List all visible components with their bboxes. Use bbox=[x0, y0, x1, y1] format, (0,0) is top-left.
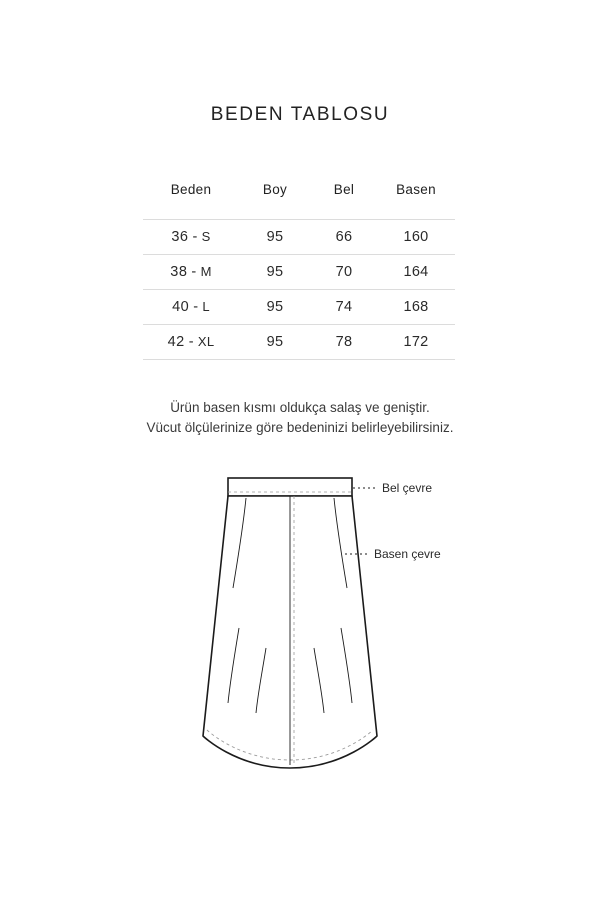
column-header-basen: Basen bbox=[396, 182, 436, 197]
notes-block bbox=[0, 398, 600, 438]
cell-boy: 95 bbox=[239, 290, 311, 325]
size-alpha: XL bbox=[197, 334, 215, 349]
size-table bbox=[143, 176, 455, 360]
cell-size bbox=[143, 290, 239, 325]
skirt-diagram bbox=[0, 468, 600, 798]
cell-bel: 66 bbox=[311, 220, 377, 255]
size-dash: - bbox=[193, 299, 199, 315]
size-alpha: S bbox=[201, 229, 211, 244]
table-header-row bbox=[143, 176, 455, 220]
cell-bel: 74 bbox=[311, 290, 377, 325]
size-dash: - bbox=[191, 264, 197, 280]
column-header-bel: Bel bbox=[333, 182, 355, 197]
column-header-boy: Boy bbox=[262, 182, 288, 197]
annotation-label-basen: Basen çevre bbox=[374, 547, 441, 561]
size-number: 40 bbox=[172, 299, 190, 315]
size-number: 42 bbox=[167, 334, 185, 350]
column-header-beden: Beden bbox=[170, 182, 212, 197]
size-number: 38 bbox=[170, 264, 188, 280]
table-row bbox=[143, 255, 455, 290]
cell-basen: 164 bbox=[377, 255, 455, 290]
annotation-basen-cevre bbox=[345, 547, 441, 561]
cell-basen: 160 bbox=[377, 220, 455, 255]
size-number: 36 bbox=[171, 229, 189, 245]
cell-basen: 168 bbox=[377, 290, 455, 325]
page-title: BEDEN TABLOSU bbox=[210, 104, 390, 125]
table-row bbox=[143, 290, 455, 325]
cell-boy: 95 bbox=[239, 325, 311, 360]
cell-size bbox=[143, 255, 239, 290]
annotation-bel-cevre bbox=[353, 481, 432, 495]
size-table-wrapper bbox=[143, 176, 455, 360]
cell-boy: 95 bbox=[239, 220, 311, 255]
note-line-2: Vücut ölçülerinize göre bedeninizi belirleyebilirsiniz. bbox=[146, 420, 454, 435]
table-row bbox=[143, 325, 455, 360]
table-row bbox=[143, 220, 455, 255]
skirt-waistband bbox=[228, 478, 352, 496]
size-alpha: M bbox=[200, 264, 212, 279]
size-dash: - bbox=[188, 334, 194, 350]
cell-size bbox=[143, 220, 239, 255]
annotation-label-bel: Bel çevre bbox=[382, 481, 433, 495]
size-alpha: L bbox=[202, 299, 210, 314]
cell-basen: 172 bbox=[377, 325, 455, 360]
note-line-1: Ürün basen kısmı oldukça salaş ve geniştir. bbox=[170, 400, 430, 415]
cell-size bbox=[143, 325, 239, 360]
size-dash: - bbox=[192, 229, 198, 245]
cell-bel: 78 bbox=[311, 325, 377, 360]
cell-bel: 70 bbox=[311, 255, 377, 290]
cell-boy: 95 bbox=[239, 255, 311, 290]
